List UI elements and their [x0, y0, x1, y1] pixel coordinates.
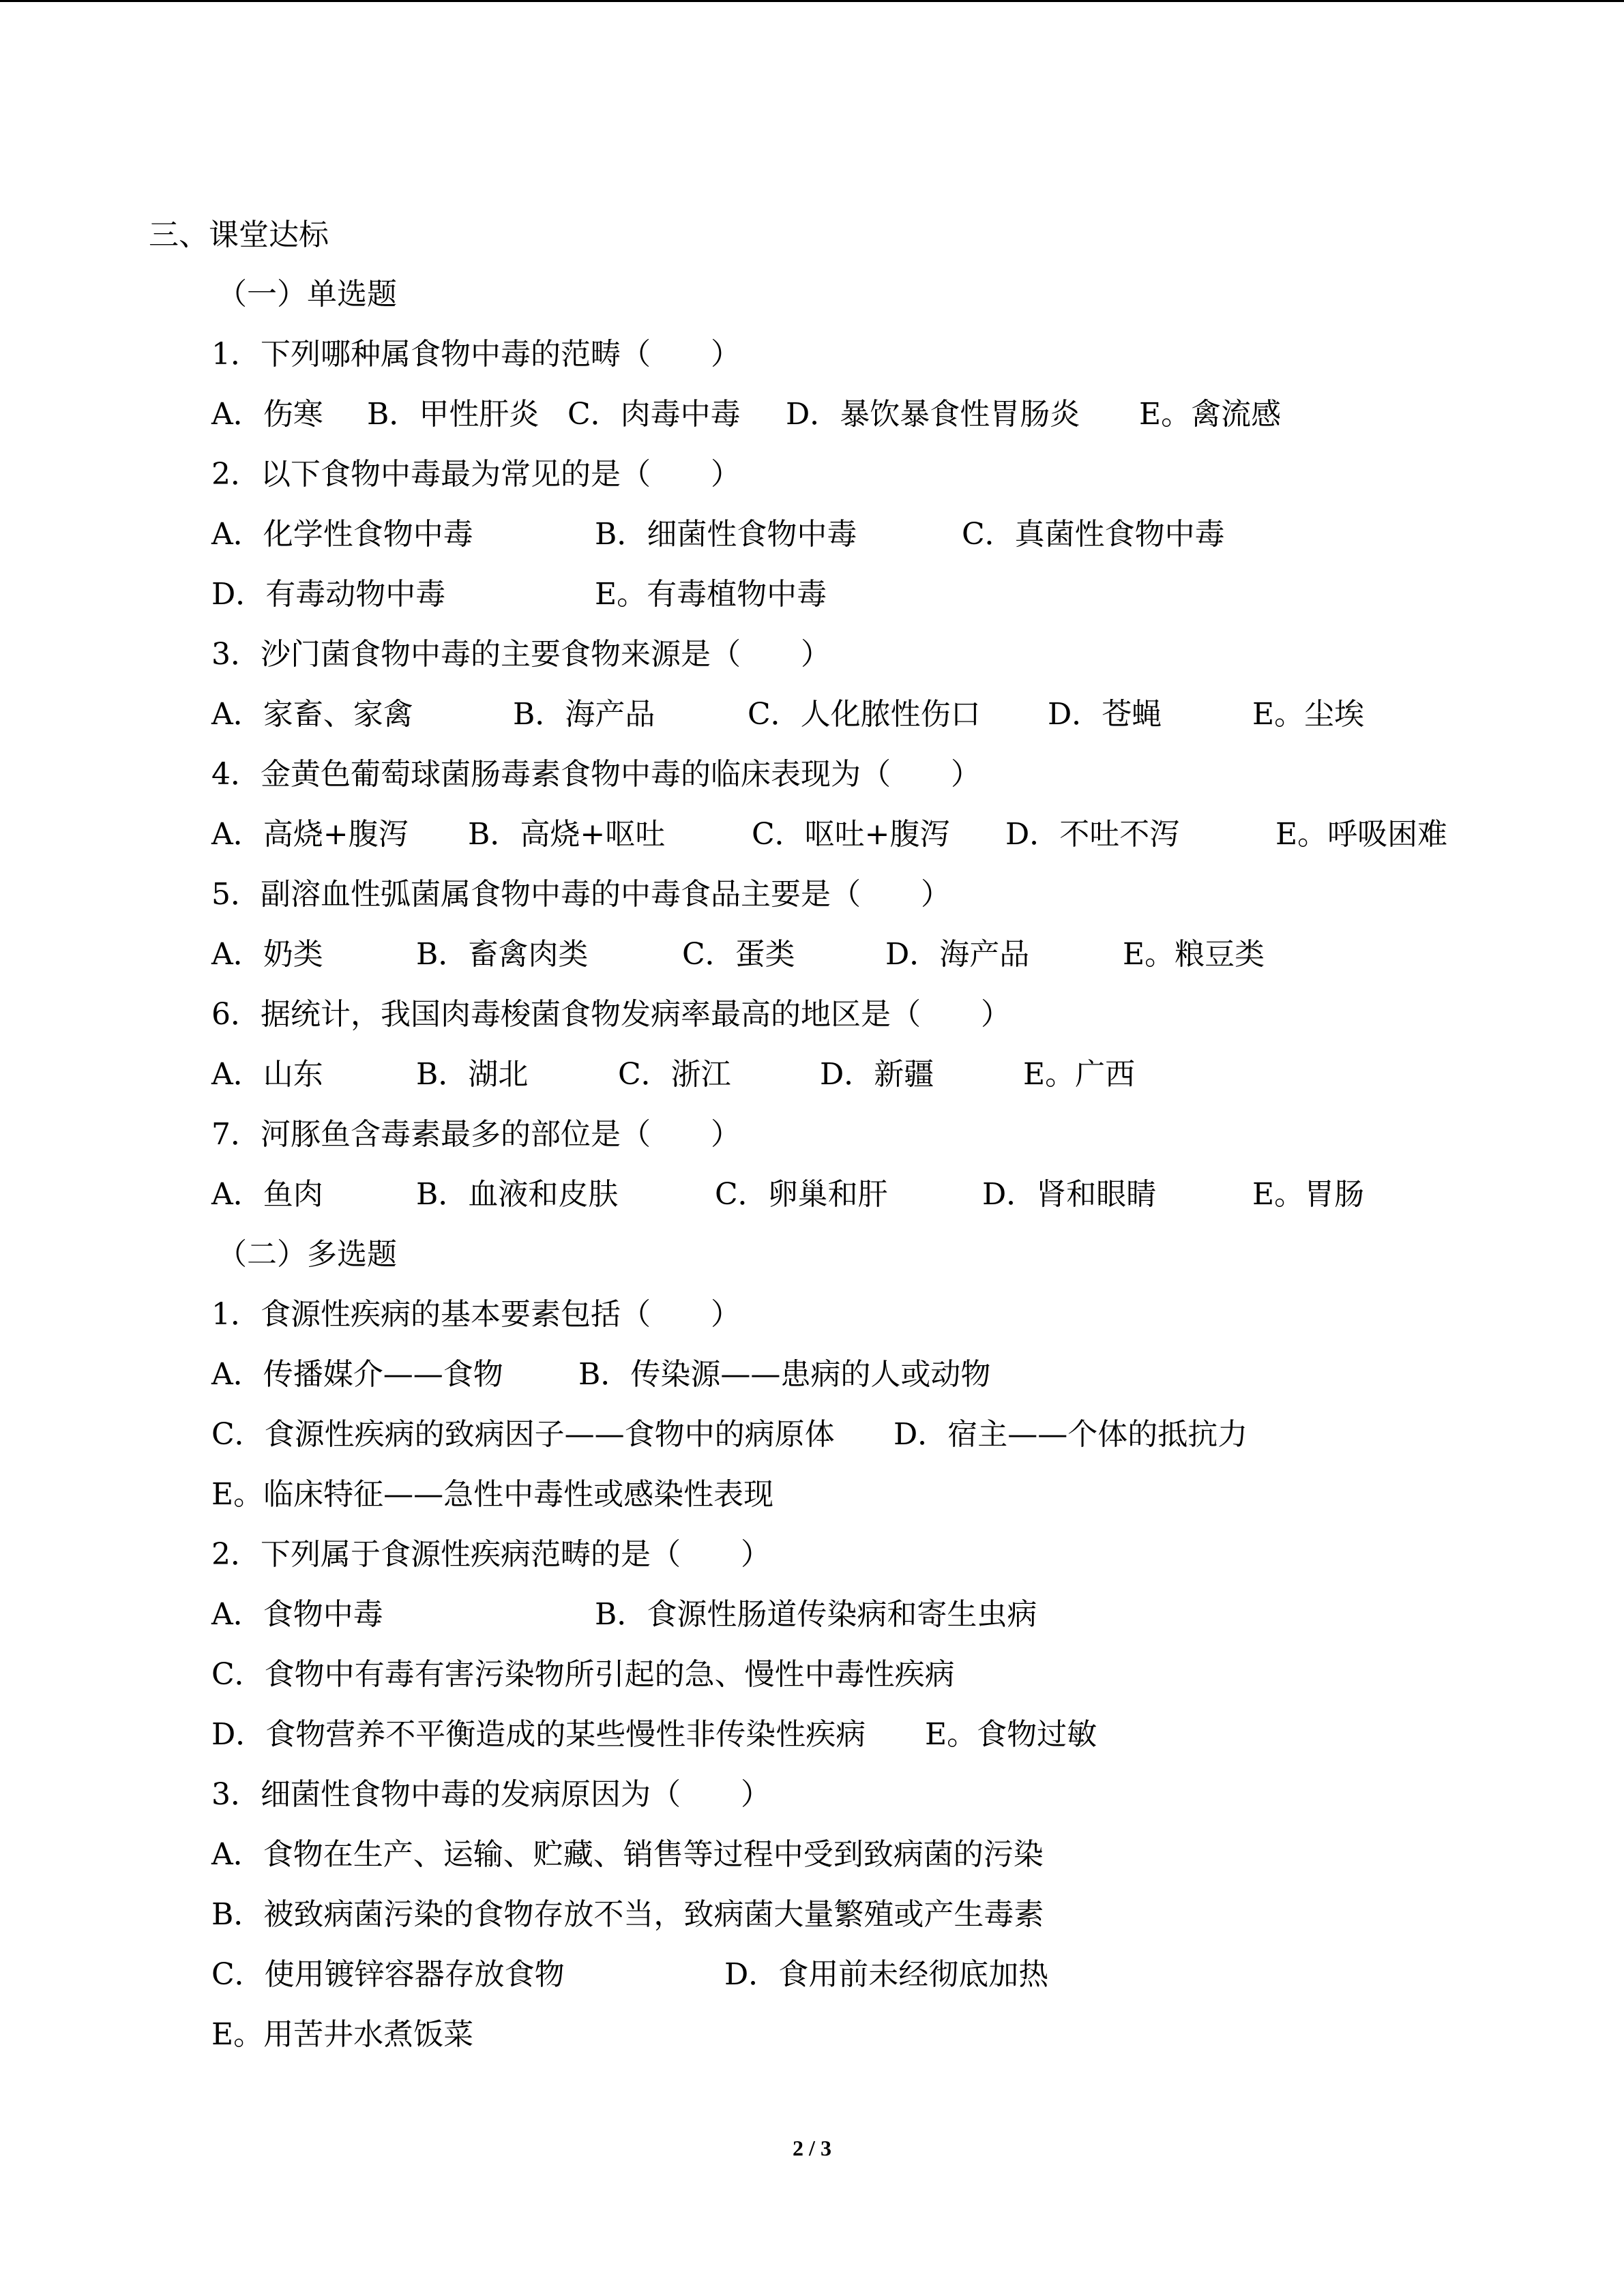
question-stem: 3．细菌性食物中毒的发病原因为（ ） [211, 1777, 771, 1812]
option: C．卵巢和肝 [715, 1177, 888, 1212]
option: E。广西 [1023, 1057, 1136, 1092]
option: E。食物过敏 [925, 1717, 1097, 1752]
option: D．宿主——个体的抵抗力 [894, 1417, 1248, 1452]
option: E。尘埃 [1252, 697, 1365, 732]
option: E。用苦井水煮饭菜 [211, 2017, 474, 2052]
question-stem: 1．食源性疾病的基本要素包括（ ） [211, 1297, 741, 1332]
option: C．蛋类 [682, 937, 795, 972]
question-stem: 1．下列哪种属食物中毒的范畴（ ） [211, 337, 741, 372]
option: C．呕吐+腹泻 [752, 817, 950, 852]
multi-choice-heading: （二）多选题 [217, 1237, 397, 1272]
option: A．鱼肉 [211, 1177, 323, 1212]
question-stem: 4．金黄色葡萄球菌肠毒素食物中毒的临床表现为（ ） [211, 757, 981, 792]
option: A．奶类 [211, 937, 323, 972]
option: B．传染源——患病的人或动物 [578, 1357, 991, 1392]
option: A．家畜、家禽 [211, 697, 413, 732]
option: C．使用镀锌容器存放食物 [211, 1957, 565, 1992]
option: D．不吐不泻 [1005, 817, 1180, 852]
option: E。有毒植物中毒 [595, 577, 827, 612]
question-stem: 3．沙门菌食物中毒的主要食物来源是（ ） [211, 637, 831, 672]
option: A．山东 [211, 1057, 323, 1092]
option: B．被致病菌污染的食物存放不当，致病菌大量繁殖或产生毒素 [211, 1897, 1044, 1932]
option: B．食源性肠道传染病和寄生虫病 [595, 1597, 1037, 1632]
option: E。呼吸困难 [1275, 817, 1448, 852]
option: B．畜禽肉类 [416, 937, 589, 972]
option: D．暴饮暴食性胃肠炎 [786, 397, 1080, 432]
option: C．浙江 [618, 1057, 731, 1092]
option: C．食源性疾病的致病因子——食物中的病原体 [211, 1417, 835, 1452]
single-choice-heading: （一）单选题 [217, 277, 397, 312]
option: B．甲性肝炎 [367, 397, 540, 432]
option: C．人化脓性伤口 [748, 697, 981, 732]
option: E。禽流感 [1139, 397, 1282, 432]
page-number: 2 / 3 [793, 2136, 831, 2160]
question-stem: 6．据统计，我国肉毒梭菌食物发病率最高的地区是（ ） [211, 997, 1011, 1032]
option: D．海产品 [885, 937, 1030, 972]
option: B．高烧+呕吐 [468, 817, 666, 852]
option: C．肉毒中毒 [567, 397, 741, 432]
question-stem: 5．副溶血性弧菌属食物中毒的中毒食品主要是（ ） [211, 877, 951, 912]
option: D．有毒动物中毒 [211, 577, 446, 612]
section-title: 三、课堂达标 [149, 218, 329, 252]
option: C．食物中有毒有害污染物所引起的急、慢性中毒性疾病 [211, 1657, 955, 1692]
option: D．苍蝇 [1048, 697, 1162, 732]
option: B．血液和皮肤 [416, 1177, 619, 1212]
option: D．新疆 [820, 1057, 934, 1092]
option: A．食物中毒 [211, 1597, 383, 1632]
top-border [0, 0, 1624, 2]
option: A．传播媒介——食物 [211, 1357, 503, 1392]
option: A．食物在生产、运输、贮藏、销售等过程中受到致病菌的污染 [211, 1837, 1044, 1872]
question-stem: 2．下列属于食源性疾病范畴的是（ ） [211, 1537, 771, 1572]
option: E。临床特征——急性中毒性或感染性表现 [211, 1477, 774, 1512]
option: E。粮豆类 [1123, 937, 1265, 972]
option: B．湖北 [416, 1057, 529, 1092]
option: A．伤寒 [211, 397, 323, 432]
option: D．食用前未经彻底加热 [724, 1957, 1049, 1992]
option: D．肾和眼睛 [982, 1177, 1157, 1212]
option: E。胃肠 [1252, 1177, 1365, 1212]
question-stem: 2．以下食物中毒最为常见的是（ ） [211, 457, 741, 492]
option: B．细菌性食物中毒 [595, 517, 857, 552]
option: A．化学性食物中毒 [211, 517, 473, 552]
option: D．食物营养不平衡造成的某些慢性非传染性疾病 [211, 1717, 866, 1752]
option: C．真菌性食物中毒 [962, 517, 1225, 552]
option: B．海产品 [513, 697, 655, 732]
option: A．高烧+腹泻 [211, 817, 409, 852]
question-stem: 7．河豚鱼含毒素最多的部位是（ ） [211, 1117, 741, 1152]
